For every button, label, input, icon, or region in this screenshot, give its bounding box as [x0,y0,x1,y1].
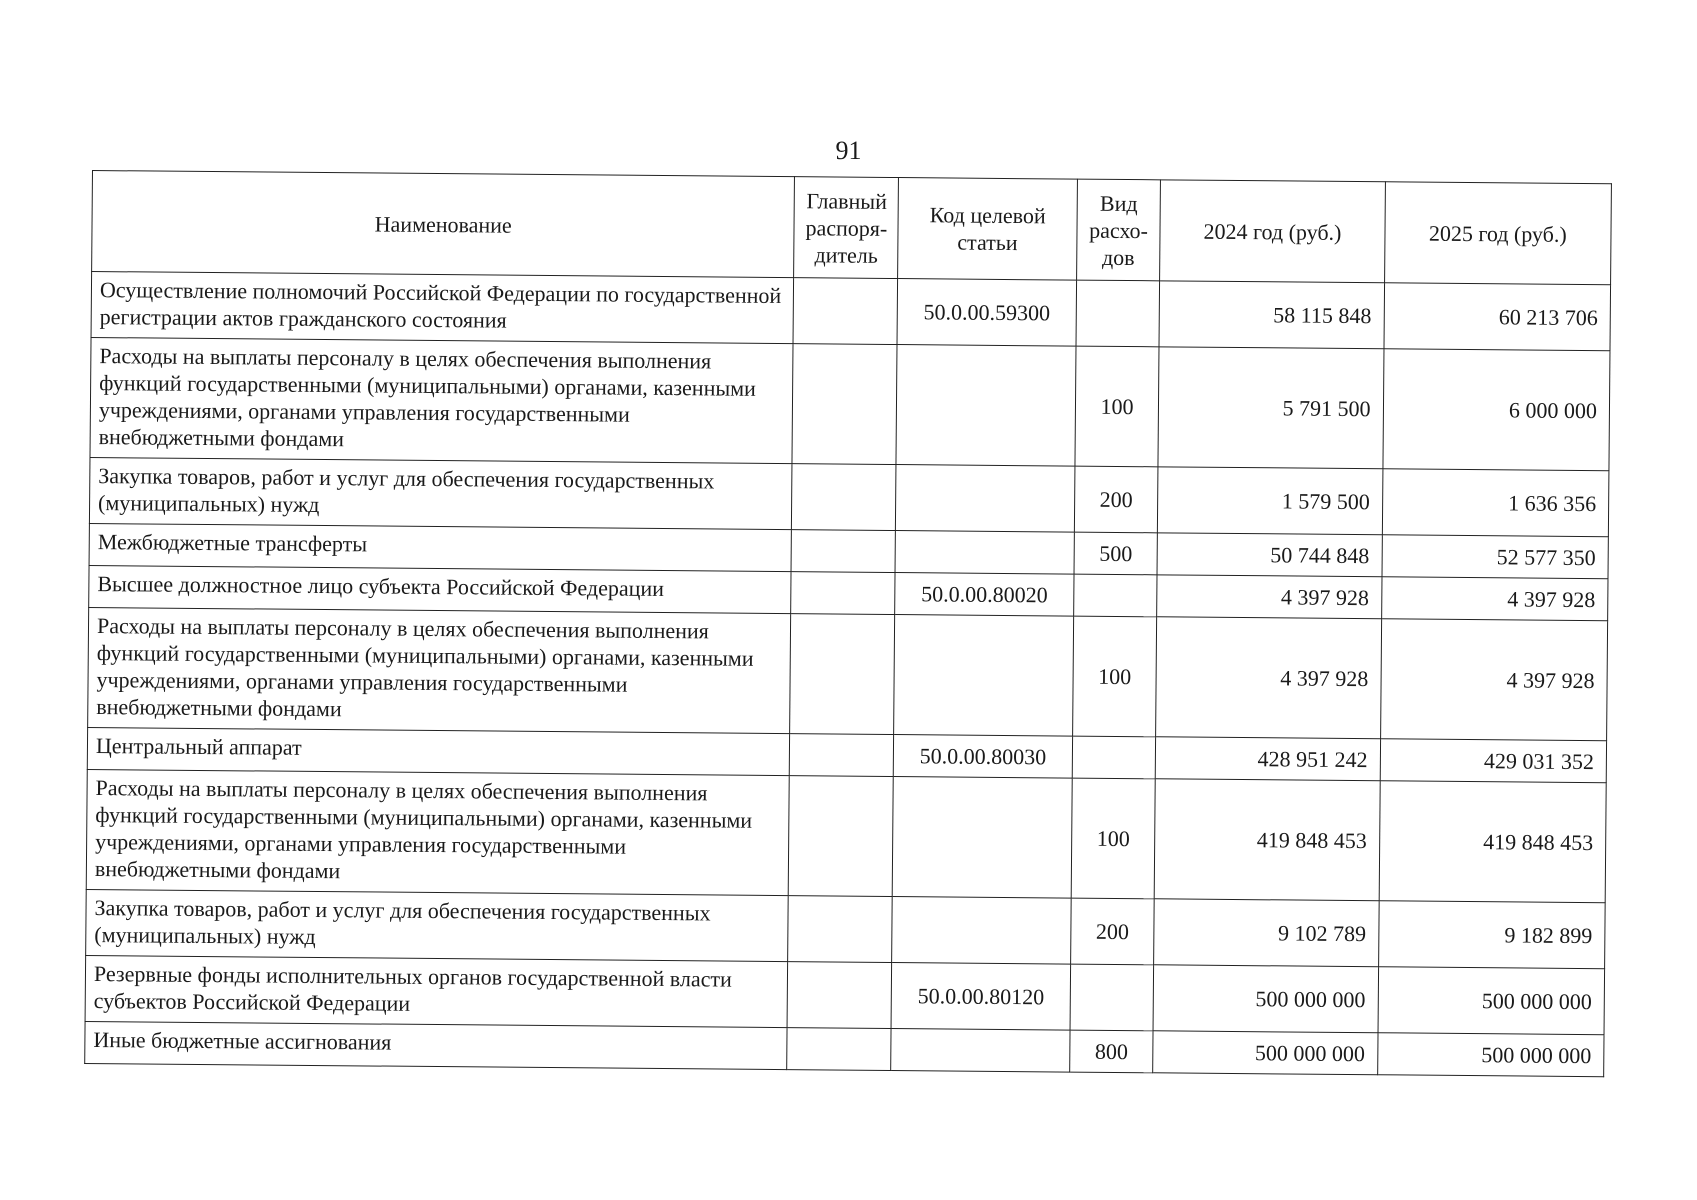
row-amount-2024: 4 397 928 [1157,575,1382,619]
row-manager [792,464,897,531]
row-kind: 100 [1071,778,1156,899]
row-amount-2025: 52 577 350 [1382,535,1609,579]
row-amount-2024: 500 000 000 [1153,965,1378,1033]
header-name: Наименование [92,171,795,278]
row-manager [787,1028,891,1071]
header-manager: Главный распоря-дитель [794,177,899,279]
row-name: Расходы на выплаты персоналу в целях обеспечения выполнения функций государственными (муниципальными) органами, казенными учреждениями, органами управления государственными внебюджетными фондами [90,337,793,463]
table-row [86,769,1606,902]
row-amount-2025: 500 000 000 [1377,1033,1604,1077]
row-kind [1070,964,1154,1031]
row-kind [1076,280,1160,347]
row-name: Иные бюджетные ассигнования [85,1021,788,1069]
table-row [90,337,1610,470]
row-code: 50.0.00.80120 [891,963,1070,1031]
row-amount-2024: 9 102 789 [1154,899,1379,967]
row-name: Закупка товаров, работ и услуг для обеспечения государственных (муниципальных) нужд [86,889,789,961]
row-code [894,615,1073,737]
row-manager [793,278,898,345]
row-amount-2024: 428 951 242 [1156,737,1381,781]
row-amount-2025: 1 636 356 [1382,469,1609,537]
table-row [88,607,1608,740]
table-header-row [92,171,1612,285]
row-kind: 200 [1074,466,1158,533]
row-manager [792,344,897,465]
row-code [893,777,1072,899]
row-amount-2025: 60 213 706 [1384,283,1611,351]
budget-table-container [84,170,1612,1077]
row-kind [1072,736,1156,779]
header-kind: Вид расхо-дов [1076,179,1160,281]
row-amount-2025: 429 031 352 [1380,739,1607,783]
row-manager [787,962,892,1029]
row-code [896,345,1075,467]
row-name: Центральный аппарат [87,727,790,775]
header-2025: 2025 год (руб.) [1384,182,1611,285]
table-body [85,272,1611,1077]
row-code [892,897,1071,965]
row-kind [1073,574,1157,617]
row-amount-2025: 500 000 000 [1378,967,1605,1035]
row-manager [790,734,894,777]
row-name: Расходы на выплаты персоналу в целях обеспечения выполнения функций государственными (муниципальными) органами, казенными учреждениями, органами управления государственными внебюджетными фондами [86,769,789,895]
row-name: Высшее должностное лицо субъекта Российской Федерации [89,565,792,613]
row-amount-2025: 9 182 899 [1378,901,1605,969]
row-kind: 500 [1074,532,1158,575]
row-kind: 100 [1075,346,1160,467]
row-name: Осуществление полномочий Российской Федерации по государственной регистрации актов гражданского состояния [91,272,794,344]
row-code [891,1029,1070,1073]
row-amount-2024: 58 115 848 [1159,281,1384,349]
row-code: 50.0.00.80020 [895,573,1074,617]
page-number: 91 [835,136,862,165]
row-kind: 200 [1070,898,1154,965]
row-manager [788,896,893,963]
row-amount-2024: 50 744 848 [1157,533,1382,577]
row-manager [791,572,895,615]
row-code: 50.0.00.80030 [894,735,1073,779]
header-code: Код целевой статьи [898,178,1077,281]
row-code [895,531,1074,575]
header-2024: 2024 год (руб.) [1160,180,1385,283]
row-amount-2025: 4 397 928 [1380,619,1607,741]
row-name: Закупка товаров, работ и услуг для обеспечения государственных (муниципальных) нужд [89,457,792,529]
row-name: Резервные фонды исполнительных органов государственной власти субъектов Российской Федерации [85,955,788,1027]
row-manager [789,776,894,897]
row-code [896,465,1075,533]
row-amount-2024: 1 579 500 [1158,467,1383,535]
row-amount-2024: 5 791 500 [1158,347,1383,469]
row-manager [791,530,895,573]
row-name: Межбюджетные трансферты [89,523,792,571]
row-amount-2025: 4 397 928 [1381,577,1608,621]
row-amount-2025: 6 000 000 [1383,349,1610,471]
row-amount-2024: 4 397 928 [1156,617,1381,739]
budget-table [84,170,1612,1077]
row-code: 50.0.00.59300 [897,279,1076,347]
row-manager [790,614,895,735]
row-kind: 800 [1069,1030,1153,1073]
row-amount-2024: 500 000 000 [1153,1031,1378,1075]
row-amount-2025: 419 848 453 [1379,781,1606,903]
row-kind: 100 [1072,616,1157,737]
row-amount-2024: 419 848 453 [1155,779,1380,901]
row-name: Расходы на выплаты персоналу в целях обеспечения выполнения функций государственными (муниципальными) органами, казенными учреждениями, органами управления государственными внебюджетными фондами [88,607,791,733]
